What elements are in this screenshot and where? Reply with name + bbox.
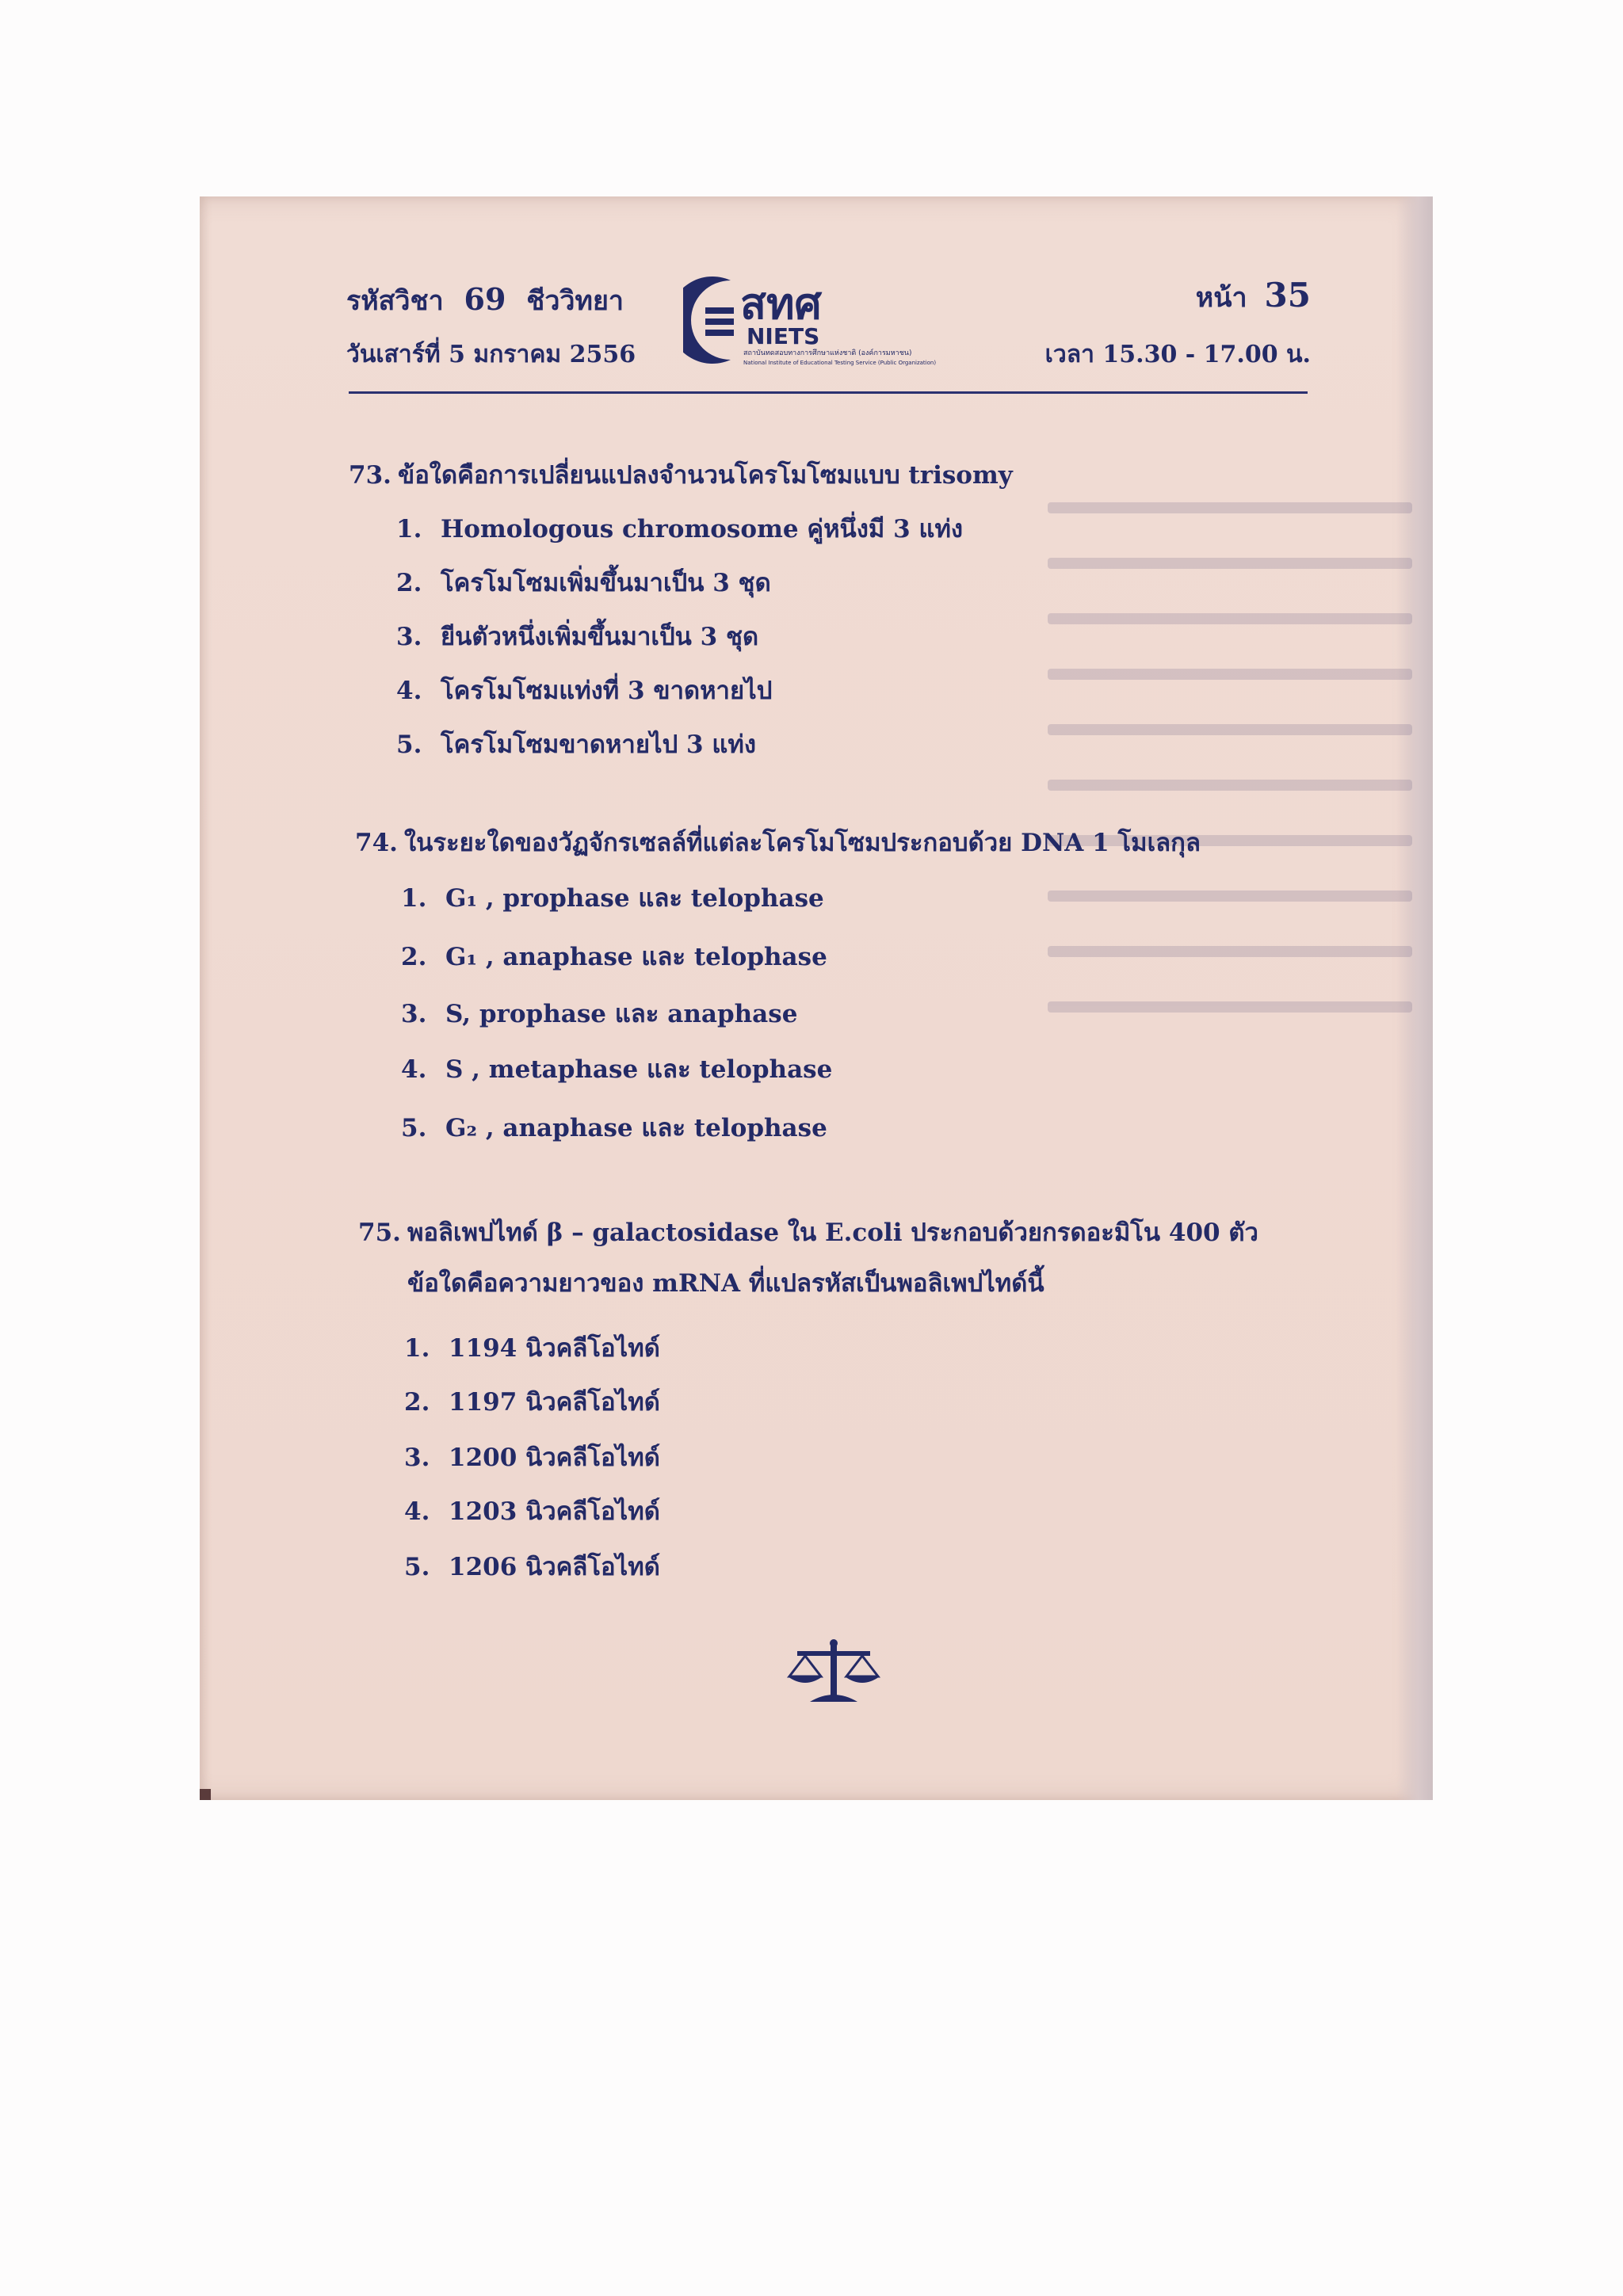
scale-of-justice-icon [786,1638,881,1705]
exam-date: วันเสาร์ที่ 5 มกราคม 2556 [346,341,636,368]
question-number: 73. [349,461,391,490]
subject-code-label: รหัสวิชา [346,285,444,317]
bleed-through-text [1048,458,1412,965]
option-74-2[interactable]: 2. G₁ , anaphase และ telophase [401,943,827,971]
logo-org-en: National Institute of Educational Testing Service (Public Organization) [743,360,937,366]
question-text: ในระยะใดของวัฏจักรเซลล์ที่แต่ละโครโมโซมประกอบด้วย DNA 1 โมเลกุล [404,829,1201,857]
option-73-4[interactable]: 4. โครโมโซมแท่งที่ 3 ขาดหายไป [396,677,773,705]
logo-org-thai: สถาบันทดสอบทางการศึกษาแห่งชาติ (องค์การมหาชน) [743,349,912,357]
subject-name: ชีววิทยา [526,285,624,317]
option-73-3[interactable]: 3. ยีนตัวหนึ่งเพิ่มขึ้นมาเป็น 3 ชุด [396,623,759,651]
option-73-5[interactable]: 5. โครโมโซมขาดหายไป 3 แท่ง [396,730,756,759]
paper-edge-shadow [1396,196,1433,1800]
page-number: 35 [1264,276,1311,315]
header-divider [349,391,1308,394]
logo-en: NIETS [747,323,820,349]
option-75-1[interactable]: 1. 1194 นิวคลีโอไทด์ [404,1334,660,1363]
question-number: 75. [358,1219,401,1247]
option-74-1[interactable]: 1. G₁ , prophase และ telophase [401,884,824,913]
binding-mark [200,1789,211,1800]
subject-code: 69 [464,281,506,317]
logo-thai: สทศ [740,279,822,329]
option-75-5[interactable]: 5. 1206 นิวคลีโอไทด์ [404,1553,660,1581]
question-number: 74. [355,829,398,857]
option-75-4[interactable]: 4. 1203 นิวคลีโอไทด์ [404,1497,660,1526]
option-73-2[interactable]: 2. โครโมโซมเพิ่มขึ้นมาเป็น 3 ชุด [396,569,771,597]
question-75-line2: ข้อใดคือความยาวของ mRNA ที่แปลรหัสเป็นพอลิเพปไทด์นี้ [407,1269,1044,1298]
question-73 [349,455,1013,494]
question-text: พอลิเพปไทด์ β – galactosidase ใน E.coli ประกอบด้วยกรดอะมิโน 400 ตัว [407,1219,1258,1247]
question-74 [355,822,1201,862]
page-label: หน้า [1195,282,1247,314]
option-75-2[interactable]: 2. 1197 นิวคลีโอไทด์ [404,1388,660,1417]
option-74-5[interactable]: 5. G₂ , anaphase และ telophase [401,1114,827,1142]
subject-line [346,279,624,322]
option-73-1[interactable]: 1. Homologous chromosome คู่หนึ่งมี 3 แท่ง [396,515,964,543]
option-74-4[interactable]: 4. S , metaphase และ telophase [401,1055,833,1084]
page-number-line [1196,276,1311,318]
exam-page [200,196,1433,1800]
option-75-3[interactable]: 3. 1200 นิวคลีโอไทด์ [404,1444,660,1472]
question-75 [358,1212,1258,1252]
question-text: ข้อใดคือการเปลี่ยนแปลงจำนวนโครโมโซมแบบ trisomy [398,461,1013,490]
niets-logo-icon [683,273,1016,368]
exam-time: เวลา 15.30 - 17.00 น. [1044,341,1311,368]
option-74-3[interactable]: 3. S, prophase และ anaphase [401,1000,798,1028]
